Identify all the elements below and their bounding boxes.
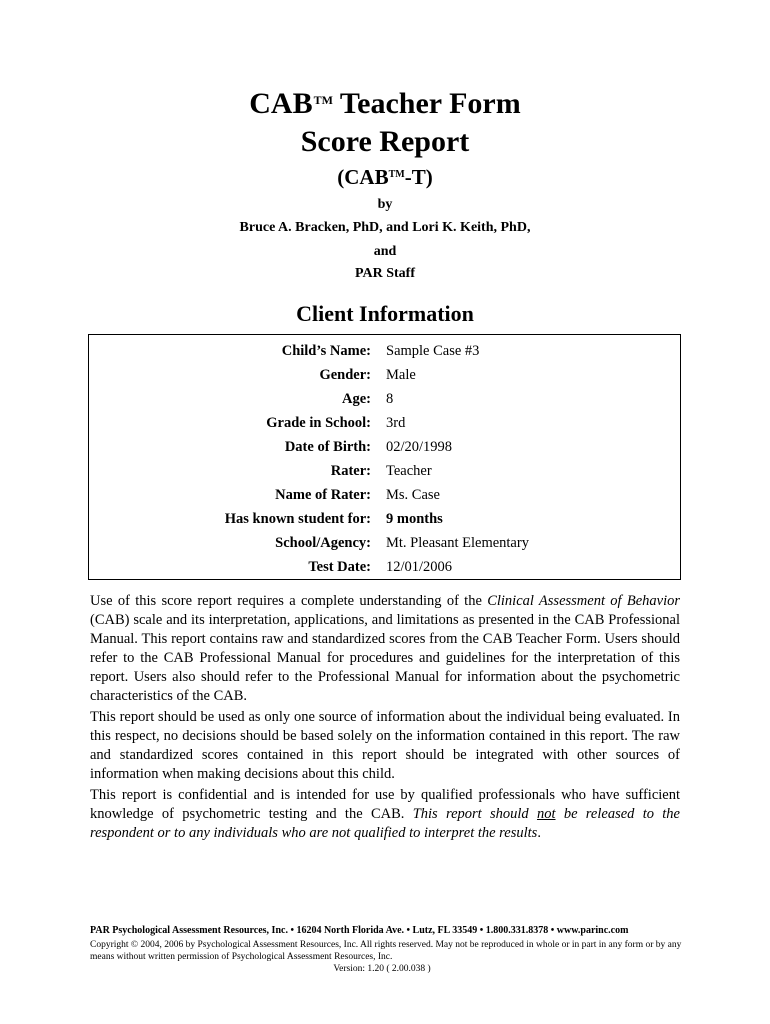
title-teacher-form: Teacher Form — [339, 87, 521, 120]
info-value: 02/20/1998 — [386, 439, 453, 455]
info-label: Name of Rater: — [275, 487, 371, 503]
info-row-grade — [89, 412, 682, 434]
title-cab: CAB — [249, 87, 313, 120]
abbr-trademark-mark: TM — [388, 169, 405, 180]
info-label: Age: — [342, 391, 371, 407]
info-value: 8 — [386, 391, 394, 407]
info-value: 9 months — [386, 511, 443, 527]
trademark-mark: TM — [313, 93, 333, 107]
p3-italic-a: This report should — [412, 806, 537, 822]
info-label: Date of Birth: — [284, 439, 371, 455]
abbr-open: (CAB — [337, 165, 389, 189]
info-label: Gender: — [319, 367, 371, 383]
info-value: Sample Case #3 — [386, 343, 480, 359]
info-row-test-date — [89, 556, 682, 578]
footer-version: Version: 1.20 ( 2.00.038 ) — [333, 964, 431, 974]
byline-by: by — [377, 197, 393, 212]
footer-copyright: Copyright © 2004, 2006 by Psychological Assessment Resources, Inc. All rights reserved. May not be reproduced in whole or in part in any form or by any means without written permission of Psychological Assessment Resources, Inc. — [90, 940, 682, 962]
footer-contact: PAR Psychological Assessment Resources, Inc. • 16204 North Florida Ave. • Lutz, FL 33549 • 1.800.331.8378 • www.parinc.com — [90, 925, 629, 936]
single-source-paragraph: This report should be used as only one source of information about the individual being evaluated. In this respect, no decisions should be based solely on the information contained in this report. The raw and standardized scores contained in this report should be integrated with other sources of information when making decisions about this child. — [90, 709, 680, 782]
info-value: 12/01/2006 — [386, 559, 453, 575]
report-title-block — [0, 86, 770, 283]
p1-text-a: Use of this score report requires a complete understanding of the — [90, 593, 488, 609]
info-label: Child’s Name: — [281, 343, 371, 359]
info-value: 3rd — [386, 415, 406, 431]
p3-text-a: This report is confidential and is intended for use by qualified professionals who have sufficient knowledge of psychometric testing and the CAB. — [90, 787, 680, 822]
info-row-childs-name — [89, 340, 682, 362]
info-label: Test Date: — [308, 559, 371, 575]
usage-paragraph — [90, 592, 680, 706]
p3-underline-not: not — [536, 806, 556, 822]
info-label: School/Agency: — [275, 535, 371, 551]
byline-staff: PAR Staff — [354, 266, 415, 281]
info-row-name-of-rater — [89, 484, 682, 506]
abbr-close: -T) — [404, 165, 433, 189]
report-abbreviation — [0, 164, 770, 190]
info-label: Has known student for: — [224, 511, 371, 527]
confidentiality-paragraph — [90, 786, 680, 843]
info-label: Grade in School: — [266, 415, 371, 431]
info-value: Male — [386, 367, 416, 383]
info-value: Mt. Pleasant Elementary — [386, 535, 529, 551]
p1-italic-title: Clinical Assessment of Behavior — [487, 593, 680, 609]
p1-text-b: (CAB) scale and its interpretation, applications, and limitations as presented in the CAB Professional Manual. This report contains raw and standardized scores from the CAB Teacher Form. Users should refer to the CAB Professional Manual for procedures and guidelines for the interpretation of this report. Users also should refer to the Professional Manual for information about the psychometric characteristics of the CAB. — [90, 612, 680, 704]
info-row-rater — [89, 460, 682, 482]
byline-and: and — [373, 244, 397, 259]
report-subtitle: Score Report — [300, 125, 470, 158]
report-title — [0, 86, 770, 122]
byline-authors: Bruce A. Bracken, PhD, and Lori K. Keith, PhD, — [239, 220, 531, 235]
info-value: Ms. Case — [386, 487, 440, 503]
info-row-school-agency — [89, 532, 682, 554]
info-row-known-student-for — [89, 508, 682, 530]
info-row-gender — [89, 364, 682, 386]
info-row-date-of-birth — [89, 436, 682, 458]
info-label: Rater: — [330, 463, 371, 479]
p3-end: . — [537, 825, 541, 841]
client-information-box — [88, 334, 681, 580]
info-row-age — [89, 388, 682, 410]
client-information-heading: Client Information — [296, 301, 474, 326]
page-footer — [90, 924, 690, 975]
p3-italic-b: be released to the respondent or to any individuals who are not qualified to interpret the results — [90, 806, 680, 841]
info-value: Teacher — [386, 463, 432, 479]
